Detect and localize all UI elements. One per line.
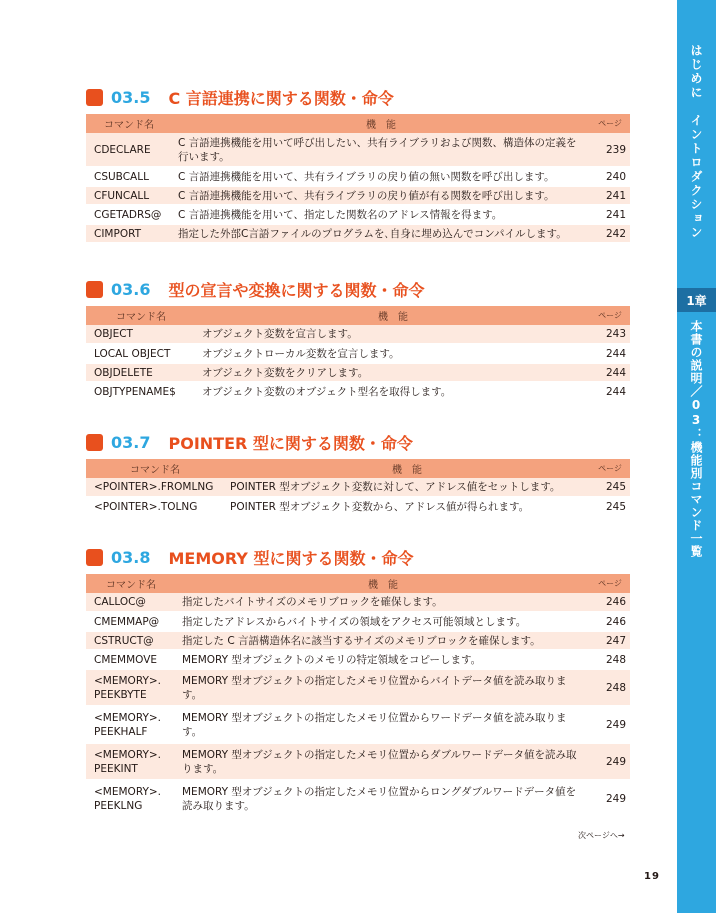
table-row (86, 325, 630, 344)
command-description: 指定した外部C言語ファイルのプログラムを､自身に埋め込んでコンパイルします。 (172, 224, 590, 243)
header-command: コマンド名 (86, 574, 176, 593)
command-description: POINTER 型オブジェクト変数から、アドレス値が得られます。 (224, 497, 590, 516)
command-description: MEMORY 型オブジェクトの指定したメモリ位置からバイトデータ値を読み取ります。 (176, 669, 590, 706)
command-description: 指定したアドレスからバイトサイズの領域をアクセス可能領域とします。 (176, 612, 590, 631)
table-row (86, 593, 630, 612)
command-table (86, 114, 630, 244)
command-name: OBJDELETE (86, 363, 196, 382)
command-table (86, 459, 630, 517)
table-row (86, 497, 630, 516)
command-name: CGETADRS@ (86, 205, 172, 224)
page-ref: 242 (590, 224, 630, 243)
header-function: 機 能 (172, 114, 590, 133)
section-bullet-icon (86, 549, 103, 566)
section-heading (86, 84, 630, 110)
page-ref: 247 (590, 631, 630, 650)
header-page: ページ (590, 459, 630, 478)
command-name: OBJTYPENAME$ (86, 382, 196, 401)
table-row (86, 478, 630, 497)
sidebar-chapter-title: 本書の説明／03：機能別コマンド一覧 (689, 320, 703, 558)
header-command: コマンド名 (86, 114, 172, 133)
section-bullet-icon (86, 89, 103, 106)
header-command: コマンド名 (86, 306, 196, 325)
command-description: MEMORY 型オブジェクトの指定したメモリ位置からダブルワードデータ値を読み取ります。 (176, 743, 590, 780)
page-number: 19 (644, 871, 660, 882)
command-name: <MEMORY>. PEEKBYTE (86, 669, 176, 706)
table-row (86, 780, 630, 817)
table-row (86, 650, 630, 669)
section-bullet-icon (86, 281, 103, 298)
command-name: CDECLARE (86, 133, 172, 167)
chapter-badge: 1章 (677, 288, 716, 312)
section-heading (86, 276, 630, 302)
command-description: 指定したバイトサイズのメモリブロックを確保します。 (176, 593, 590, 612)
header-page: ページ (590, 114, 630, 133)
command-description: C 言語連携機能を用いて、共有ライブラリの戻り値が有る関数を呼び出します。 (172, 186, 590, 205)
page-ref: 246 (590, 593, 630, 612)
header-page: ページ (590, 306, 630, 325)
section-03-5 (86, 84, 630, 244)
command-table (86, 574, 630, 818)
next-page-note: 次ページへ→ (578, 831, 625, 840)
table-header-row (86, 306, 630, 325)
command-description: MEMORY 型オブジェクトの指定したメモリ位置からワードデータ値を読み取ります。 (176, 706, 590, 743)
page-ref: 240 (590, 167, 630, 186)
page-ref: 249 (590, 743, 630, 780)
section-title: POINTER 型に関する関数・命令 (168, 433, 413, 453)
command-description: POINTER 型オブジェクト変数に対して、アドレス値をセットします。 (224, 478, 590, 497)
section-number: 03.7 (111, 432, 151, 452)
table-row (86, 631, 630, 650)
table-row (86, 167, 630, 186)
table-row (86, 382, 630, 401)
command-name: OBJECT (86, 325, 196, 344)
table-row (86, 669, 630, 706)
table-row (86, 743, 630, 780)
table-row (86, 706, 630, 743)
command-name: CMEMMOVE (86, 650, 176, 669)
page-ref: 248 (590, 669, 630, 706)
command-name: CSTRUCT@ (86, 631, 176, 650)
command-name: CIMPORT (86, 224, 172, 243)
command-description: オブジェクトローカル変数を宣言します。 (196, 344, 590, 363)
section-title: MEMORY 型に関する関数・命令 (168, 548, 414, 568)
table-row (86, 612, 630, 631)
table-header-row (86, 459, 630, 478)
page-ref: 244 (590, 382, 630, 401)
page-ref: 246 (590, 612, 630, 631)
table-header-row (86, 114, 630, 133)
command-name: <MEMORY>. PEEKHALF (86, 706, 176, 743)
command-name: CFUNCALL (86, 186, 172, 205)
command-description: MEMORY 型オブジェクトのメモリの特定領域をコピーします。 (176, 650, 590, 669)
section-heading (86, 429, 630, 455)
command-description: オブジェクト変数をクリアします。 (196, 363, 590, 382)
table-row (86, 205, 630, 224)
page-ref: 249 (590, 780, 630, 817)
command-description: MEMORY 型オブジェクトの指定したメモリ位置からロングダブルワードデータ値を読み取ります。 (176, 780, 590, 817)
chapter-side-tab (677, 0, 716, 913)
page-ref: 245 (590, 497, 630, 516)
section-03-6 (86, 276, 630, 402)
command-name: <MEMORY>. PEEKINT (86, 743, 176, 780)
section-03-8 (86, 544, 630, 818)
section-title: 型の宣言や変換に関する関数・命令 (168, 280, 425, 300)
page-ref: 243 (590, 325, 630, 344)
section-bullet-icon (86, 434, 103, 451)
sidebar-intro-label: はじめに イントロダクション (689, 44, 703, 240)
page-ref: 249 (590, 706, 630, 743)
section-number: 03.5 (111, 87, 151, 107)
page-ref: 241 (590, 205, 630, 224)
section-03-7 (86, 429, 630, 517)
command-name: <MEMORY>. PEEKLNG (86, 780, 176, 817)
command-description: C 言語連携機能を用いて、指定した関数名のアドレス情報を得ます。 (172, 205, 590, 224)
table-row (86, 344, 630, 363)
command-description: オブジェクト変数のオブジェクト型名を取得します。 (196, 382, 590, 401)
command-name: CMEMMAP@ (86, 612, 176, 631)
command-name: LOCAL OBJECT (86, 344, 196, 363)
command-name: CALLOC@ (86, 593, 176, 612)
page-ref: 241 (590, 186, 630, 205)
command-description: C 言語連携機能を用いて、共有ライブラリの戻り値の無い関数を呼び出します。 (172, 167, 590, 186)
header-command: コマンド名 (86, 459, 224, 478)
command-name: <POINTER>.FROMLNG (86, 478, 224, 497)
page-ref: 245 (590, 478, 630, 497)
table-row (86, 133, 630, 167)
table-header-row (86, 574, 630, 593)
header-function: 機 能 (224, 459, 590, 478)
page-ref: 248 (590, 650, 630, 669)
command-name: <POINTER>.TOLNG (86, 497, 224, 516)
command-description: 指定した C 言語構造体名に該当するサイズのメモリブロックを確保します。 (176, 631, 590, 650)
table-row (86, 186, 630, 205)
command-name: CSUBCALL (86, 167, 172, 186)
table-row (86, 363, 630, 382)
section-heading (86, 544, 630, 570)
section-number: 03.8 (111, 547, 151, 567)
section-number: 03.6 (111, 279, 151, 299)
header-function: 機 能 (176, 574, 590, 593)
table-row (86, 224, 630, 243)
page-ref: 239 (590, 133, 630, 167)
page-ref: 244 (590, 344, 630, 363)
command-description: C 言語連携機能を用いて呼び出したい、共有ライブラリおよび関数、構造体の定義を行います。 (172, 133, 590, 167)
command-table (86, 306, 630, 402)
command-description: オブジェクト変数を宣言します。 (196, 325, 590, 344)
header-function: 機 能 (196, 306, 590, 325)
page-ref: 244 (590, 363, 630, 382)
section-title: C 言語連携に関する関数・命令 (168, 88, 394, 108)
header-page: ページ (590, 574, 630, 593)
